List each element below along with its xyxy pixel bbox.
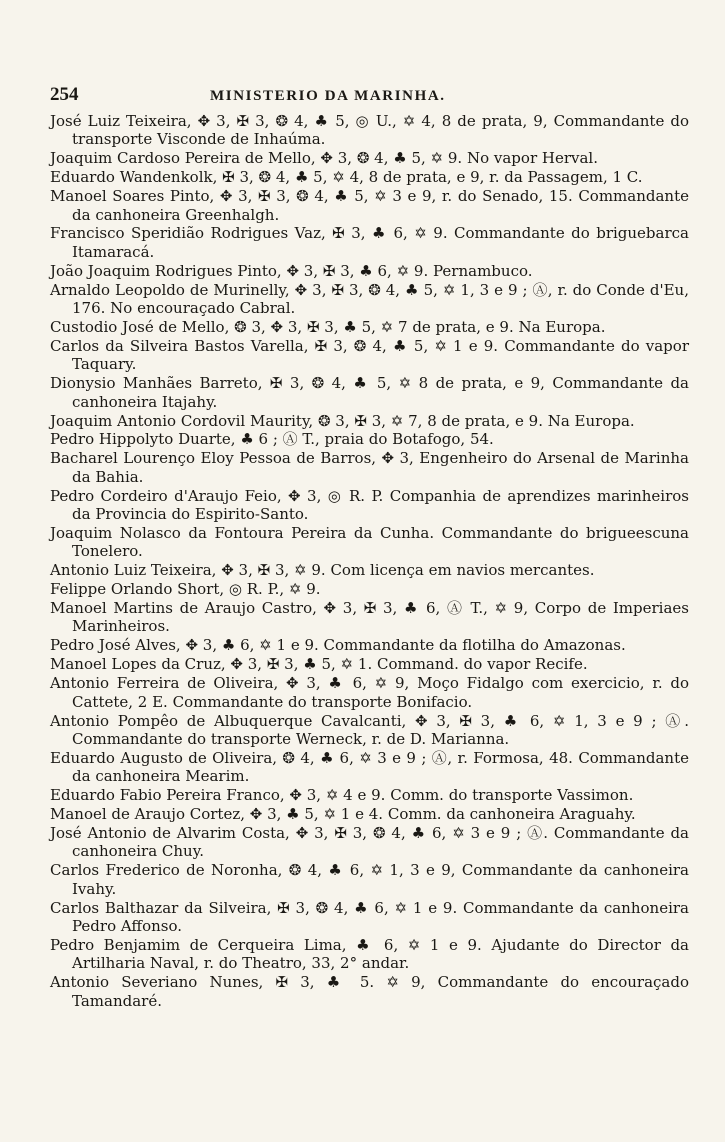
officer-entry: José Luiz Teixeira, ✥ 3, ✠ 3, ❂ 4, ♣ 5, ◎ U., ✡ 4, 8 de prata, 9, Commandante do transporte Visconde de Inhaúma.: [50, 112, 689, 149]
officer-entry: Antonio Luiz Teixeira, ✥ 3, ✠ 3, ✡ 9. Com licença em navios mercantes.: [50, 561, 595, 580]
officer-entry: Manoel Soares Pinto, ✥ 3, ✠ 3, ❂ 4, ♣ 5, ✡ 3 e 9, r. do Senado, 15. Commandante da canhoneira Greenhalgh.: [50, 187, 689, 224]
officer-entry: Joaquim Cardoso Pereira de Mello, ✥ 3, ❂ 4, ♣ 5, ✡ 9. No vapor Herval.: [50, 149, 598, 168]
page-header: [50, 84, 689, 106]
officer-entry: Custodio José de Mello, ❂ 3, ✥ 3, ✠ 3, ♣ 5, ✡ 7 de prata, e 9. Na Europa.: [50, 317, 606, 336]
page-number: 254: [50, 84, 79, 105]
officer-entry: Antonio Severiano Nunes, ✠ 3, ♣ 5. ✡ 9, Commandante do encouraçado Tamandaré.: [50, 973, 689, 1010]
officer-entry: Eduardo Augusto de Oliveira, ❂ 4, ♣ 6, ✡ 3 e 9 ; Ⓐ, r. Formosa, 48. Commandante da canhoneira Mearim.: [50, 748, 689, 786]
officer-entry: Manoel Martins de Araujo Castro, ✥ 3, ✠ 3, ♣ 6, Ⓐ T., ✡ 9, Corpo de Imperiaes Marinheiros.: [50, 599, 689, 636]
officer-entry: Francisco Speridião Rodrigues Vaz, ✠ 3, ♣ 6, ✡ 9. Commandante do briguebarca Itamaracá.: [50, 224, 689, 261]
officer-entry: Manoel de Araujo Cortez, ✥ 3, ♣ 5, ✡ 1 e 4. Comm. da canhoneira Araguahy.: [50, 805, 636, 824]
officer-entry: João Joaquim Rodrigues Pinto, ✥ 3, ✠ 3, ♣ 6, ✡ 9. Pernambuco.: [50, 261, 533, 280]
officer-entry: Eduardo Fabio Pereira Franco, ✥ 3, ✡ 4 e 9. Comm. do transporte Vassimon.: [50, 786, 634, 805]
officer-entry: Pedro José Alves, ✥ 3, ♣ 6, ✡ 1 e 9. Commandante da flotilha do Amazonas.: [50, 636, 626, 655]
officer-entry: Carlos da Silveira Bastos Varella, ✠ 3, ❂ 4, ♣ 5, ✡ 1 e 9. Commandante do vapor Taquary.: [50, 336, 689, 374]
officer-entry: Pedro Benjamim de Cerqueira Lima, ♣ 6, ✡ 1 e 9. Ajudante do Director da Artilharia Naval, r. do Theatro, 33, 2° andar.: [50, 935, 689, 973]
officer-entry: Joaquim Antonio Cordovil Maurity, ❂ 3, ✠ 3, ✡ 7, 8 de prata, e 9. Na Europa.: [50, 411, 635, 430]
officer-entry: Felippe Orlando Short, ◎ R. P., ✡ 9.: [50, 580, 321, 599]
officer-entry: Carlos Frederico de Noronha, ❂ 4, ♣ 6, ✡ 1, 3 e 9, Commandante da canhoneira Ivahy.: [50, 861, 689, 898]
officer-entry: Dionysio Manhães Barreto, ✠ 3, ❂ 4, ♣ 5, ✡ 8 de prata, e 9, Commandante da canhoneira Itajahy.: [50, 374, 689, 411]
officer-entry: Joaquim Nolasco da Fontoura Pereira da Cunha. Commandante do brigueescuna Tonelero.: [50, 523, 689, 561]
officer-entry: Manoel Lopes da Cruz, ✥ 3, ✠ 3, ♣ 5, ✡ 1. Command. do vapor Recife.: [50, 655, 588, 674]
officer-entry: Eduardo Wandenkolk, ✠ 3, ❂ 4, ♣ 5, ✡ 4, 8 de prata, e 9, r. da Passagem, 1 C.: [50, 168, 643, 187]
officer-entry: Arnaldo Leopoldo de Murinelly, ✥ 3, ✠ 3, ❂ 4, ♣ 5, ✡ 1, 3 e 9 ; Ⓐ, r. do Conde d'Eu, 176. No encouraçado Cabral.: [50, 280, 689, 318]
officer-entry: José Antonio de Alvarim Costa, ✥ 3, ✠ 3, ❂ 4, ♣ 6, ✡ 3 e 9 ; Ⓐ. Commandante da canhoneira Chuy.: [50, 823, 689, 861]
running-title: MINISTERIO DA MARINHA.: [210, 88, 446, 104]
officer-entry: Pedro Cordeiro d'Araujo Feio, ✥ 3, ◎ R. P. Companhia de aprendizes marinheiros da Provincia do Espirito-Santo.: [50, 486, 689, 524]
officer-entry: Antonio Pompêo de Albuquerque Cavalcanti, ✥ 3, ✠ 3, ♣ 6, ✡ 1, 3 e 9 ; Ⓐ. Commandante do transporte Werneck, r. de D. Marianna.: [50, 711, 689, 748]
officer-entry: Antonio Ferreira de Oliveira, ✥ 3, ♣ 6, ✡ 9, Moço Fidalgo com exercicio, r. do Cattete, 2 E. Commandante do transporte Bonifacio.: [50, 674, 689, 711]
officer-entry: Bacharel Lourenço Eloy Pessoa de Barros, ✥ 3, Engenheiro do Arsenal de Marinha da Bahia.: [50, 449, 689, 486]
officer-entry: Pedro Hippolyto Duarte, ♣ 6 ; Ⓐ T., praia do Botafogo, 54.: [50, 430, 494, 449]
officer-list: [50, 112, 689, 1010]
officer-entry: Carlos Balthazar da Silveira, ✠ 3, ❂ 4, ♣ 6, ✡ 1 e 9. Commandante da canhoneira Pedro Affonso.: [50, 898, 689, 935]
